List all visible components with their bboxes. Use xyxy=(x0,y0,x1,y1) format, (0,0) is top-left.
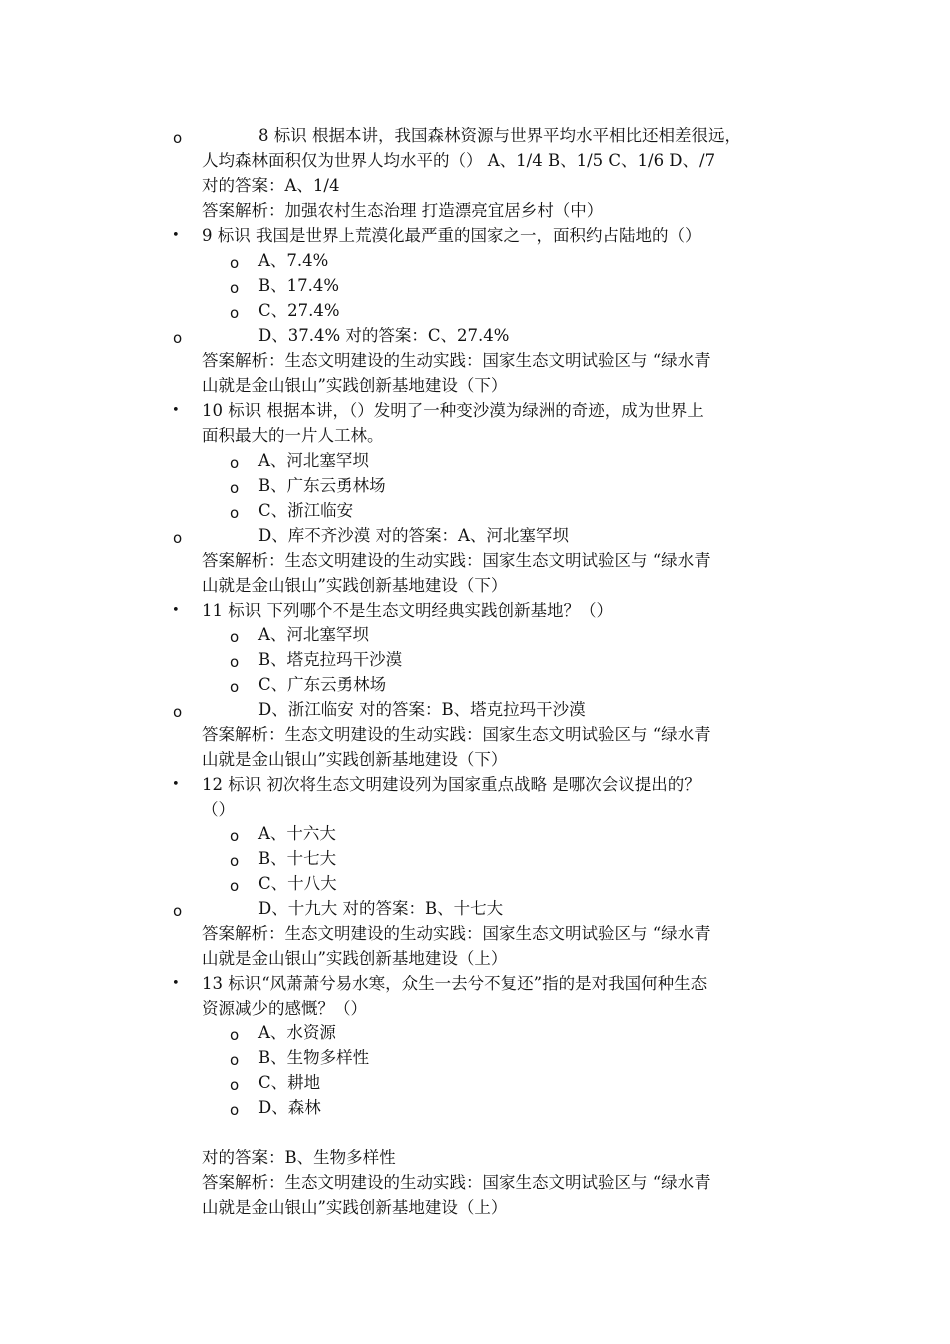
outer-circle-bullet: o xyxy=(173,329,183,347)
option-bullet: o xyxy=(230,504,240,522)
q11-stem: 11 标识 下列哪个不是生态文明经典实践创新基地？（） xyxy=(202,601,613,620)
q12-stem-line1: 12 标识 初次将生态文明建设列为国家重点战略 是哪次会议提出的？ xyxy=(202,775,701,794)
q8-answer: 对的答案：A、1/4 xyxy=(202,176,340,195)
q12-option-c: C、十八大 xyxy=(258,874,337,893)
q13-stem-line2: 资源减少的感慨？（） xyxy=(202,999,367,1018)
q13-option-a: A、水资源 xyxy=(258,1023,336,1042)
option-bullet: o xyxy=(230,479,240,497)
option-bullet: o xyxy=(230,653,240,671)
q9-stem: 9 标识 我国是世界上荒漠化最严重的国家之一，面积约占陆地的（） xyxy=(202,226,702,245)
outer-circle-bullet: o xyxy=(173,703,183,721)
q9-analysis-line2: 山就是金山银山”实践创新基地建设（下） xyxy=(202,376,508,395)
q11-analysis-line1: 答案解析：生态文明建设的生动实践：国家生态文明试验区与 “绿水青 xyxy=(202,725,711,744)
q11-analysis-line2: 山就是金山银山”实践创新基地建设（下） xyxy=(202,750,508,769)
option-bullet: o xyxy=(230,852,240,870)
q13-answer: 对的答案：B、生物多样性 xyxy=(202,1148,396,1167)
option-bullet: o xyxy=(230,827,240,845)
option-bullet: o xyxy=(230,1026,240,1044)
q10-option-a: A、河北塞罕坝 xyxy=(258,451,369,470)
q13-analysis-line2: 山就是金山银山”实践创新基地建设（上） xyxy=(202,1198,508,1217)
q12-analysis-line1: 答案解析：生态文明建设的生动实践：国家生态文明试验区与 “绿水青 xyxy=(202,924,711,943)
q13-option-d: D、森林 xyxy=(258,1098,321,1117)
option-bullet: o xyxy=(230,304,240,322)
q10-option-b: B、广东云勇林场 xyxy=(258,476,386,495)
q9-option-a: A、7.4% xyxy=(258,251,329,270)
q13-option-b: B、生物多样性 xyxy=(258,1048,370,1067)
q12-option-a: A、十六大 xyxy=(258,824,336,843)
q9-option-d-answer: D、37.4% 对的答案：C、27.4% xyxy=(258,326,510,345)
outer-circle-bullet: o xyxy=(173,129,183,147)
question-bullet: • xyxy=(172,976,180,991)
q10-stem-line1: 10 标识 根据本讲，（）发明了一种变沙漠为绿洲的奇迹，成为世界上 xyxy=(202,401,704,420)
q8-analysis: 答案解析：加强农村生态治理 打造漂亮宜居乡村（中） xyxy=(202,201,604,220)
q9-option-b: B、17.4% xyxy=(258,276,340,295)
q12-option-d-answer: D、十九大 对的答案：B、十七大 xyxy=(258,899,504,918)
question-bullet: • xyxy=(172,403,180,418)
q12-analysis-line2: 山就是金山银山”实践创新基地建设（上） xyxy=(202,949,508,968)
q10-analysis-line1: 答案解析：生态文明建设的生动实践：国家生态文明试验区与 “绿水青 xyxy=(202,551,711,570)
q10-option-d-answer: D、库不齐沙漠 对的答案：A、河北塞罕坝 xyxy=(258,526,569,545)
question-bullet: • xyxy=(172,228,180,243)
q10-analysis-line2: 山就是金山银山”实践创新基地建设（下） xyxy=(202,576,508,595)
option-bullet: o xyxy=(230,877,240,895)
option-bullet: o xyxy=(230,254,240,272)
outer-circle-bullet: o xyxy=(173,529,183,547)
q10-option-c: C、浙江临安 xyxy=(258,501,354,520)
q9-analysis-line1: 答案解析：生态文明建设的生动实践：国家生态文明试验区与 “绿水青 xyxy=(202,351,711,370)
outer-circle-bullet: o xyxy=(173,902,183,920)
q11-option-a: A、河北塞罕坝 xyxy=(258,625,369,644)
question-bullet: • xyxy=(172,777,180,792)
option-bullet: o xyxy=(230,678,240,696)
q13-stem-line1: 13 标识“风萧萧兮易水寒，众生一去兮不复还”指的是对我国何种生态 xyxy=(202,974,708,993)
q11-option-c: C、广东云勇林场 xyxy=(258,675,387,694)
question-bullet: • xyxy=(172,603,180,618)
option-bullet: o xyxy=(230,1076,240,1094)
q12-stem-line2: （） xyxy=(202,800,235,819)
option-bullet: o xyxy=(230,454,240,472)
q13-option-c: C、耕地 xyxy=(258,1073,321,1092)
q8-stem-line1: 8 标识 根据本讲，我国森林资源与世界平均水平相比还相差很远， xyxy=(258,126,741,145)
q8-stem-line2: 人均森林面积仅为世界人均水平的（） A、1/4 B、1/5 C、1/6 D、/7 xyxy=(202,151,716,170)
q13-analysis-line1: 答案解析：生态文明建设的生动实践：国家生态文明试验区与 “绿水青 xyxy=(202,1173,711,1192)
q10-stem-line2: 面积最大的一片人工林。 xyxy=(202,426,384,445)
q12-option-b: B、十七大 xyxy=(258,849,337,868)
option-bullet: o xyxy=(230,279,240,297)
option-bullet: o xyxy=(230,628,240,646)
q11-option-d-answer: D、浙江临安 对的答案：B、塔克拉玛干沙漠 xyxy=(258,700,586,719)
option-bullet: o xyxy=(230,1101,240,1119)
option-bullet: o xyxy=(230,1051,240,1069)
q11-option-b: B、塔克拉玛干沙漠 xyxy=(258,650,403,669)
q9-option-c: C、27.4% xyxy=(258,301,340,320)
